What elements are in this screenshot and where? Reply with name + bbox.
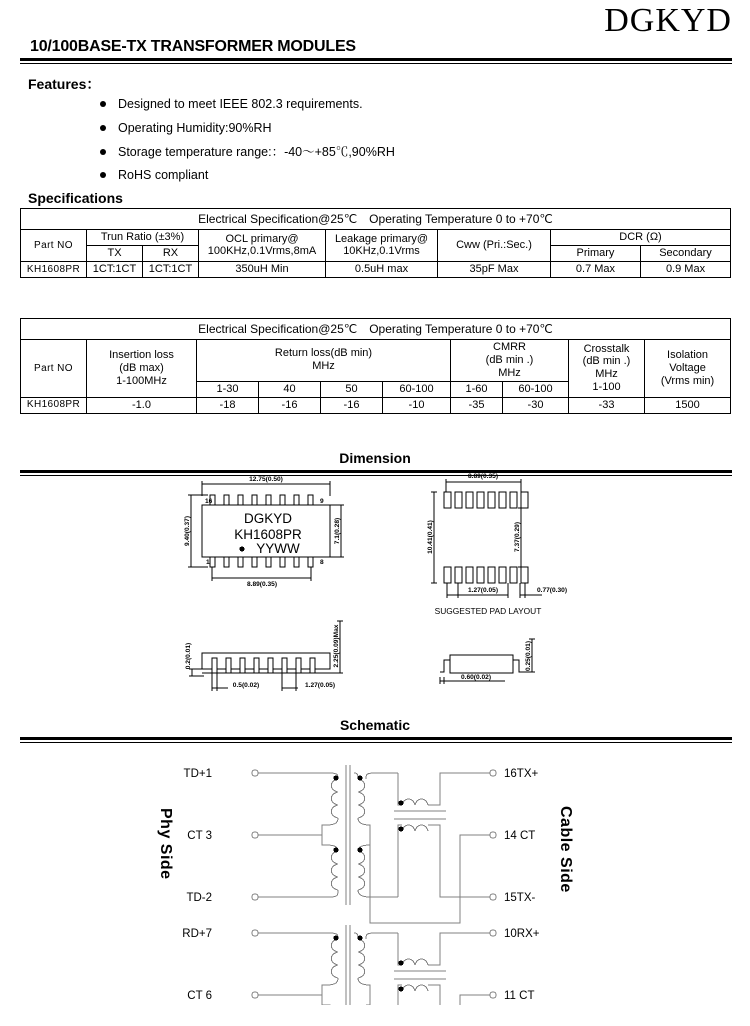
features-list xyxy=(100,98,395,193)
table-row xyxy=(21,261,731,277)
col-header-crosstalk xyxy=(569,340,645,398)
pad-layout-caption: SUGGESTED PAD LAYOUT xyxy=(434,606,542,616)
col-header-tx: TX xyxy=(87,245,143,261)
col-header-secondary: Secondary xyxy=(641,245,731,261)
schematic-drawing xyxy=(150,745,610,1005)
dimension-section-title: Dimension xyxy=(339,450,411,466)
isolation-line1: Isolation xyxy=(667,348,709,361)
schematic-divider xyxy=(20,737,732,743)
return-line2: MHz xyxy=(312,360,335,373)
pin-number-1: 1 xyxy=(206,559,210,566)
pin-label-10rx-plus: 10RX+ xyxy=(504,928,540,940)
pin-label-14-ct: 14 CT xyxy=(504,830,536,842)
bullet-icon xyxy=(100,125,106,131)
pin-number-16: 16 xyxy=(205,498,213,505)
electrical-spec-table-1 xyxy=(20,208,731,278)
table2-banner: Electrical Specification@25℃ Operating Temperature 0 to +70℃ xyxy=(21,319,731,340)
terminal-16tx-plus xyxy=(490,770,496,776)
bullet-icon xyxy=(100,172,106,178)
isolation-line3: (Vrms min) xyxy=(660,374,715,387)
terminal-ct-3 xyxy=(252,832,258,838)
phy-side-label: Phy Side xyxy=(157,808,174,880)
cell-tx: 1CT:1CT xyxy=(87,261,143,277)
col-header-cmrr xyxy=(451,340,569,382)
leakage-line2: 10KHz,0.1Vrms xyxy=(343,245,420,258)
dim-body-width: 8.89(0.35) xyxy=(246,581,278,588)
feature-item xyxy=(100,122,395,136)
marking-line-3: YYWW xyxy=(256,541,300,556)
page-title: 10/100BASE-TX TRANSFORMER MODULES xyxy=(30,38,356,55)
return-line1: Return loss(dB min) xyxy=(274,347,373,360)
ocl-line2: 100KHz,0.1Vrms,8mA xyxy=(207,245,317,258)
feature-text: Storage temperature range:：-40～+85℃,90%RH xyxy=(118,144,395,159)
feature-item xyxy=(100,98,395,112)
cell-insertion-loss: -1.0 xyxy=(87,397,197,413)
pin-label-15tx-minus: 15TX- xyxy=(504,892,536,904)
col-header-cm-1-60: 1-60 xyxy=(451,381,503,397)
specifications-heading: Specifications xyxy=(28,190,123,206)
pad-dim-outer-height: 10.41(0.41) xyxy=(427,520,434,554)
terminal-10rx-plus xyxy=(490,930,496,936)
cell-rl-1-30: -18 xyxy=(197,397,259,413)
cell-ocl: 350uH Min xyxy=(199,261,326,277)
schematic-bottom-network xyxy=(182,925,540,1005)
crosstalk-line1: Crosstalk xyxy=(583,342,630,355)
table1-banner: Electrical Specification@25℃ Operating Temperature 0 to +70℃ xyxy=(21,209,731,230)
cell-leakage: 0.5uH max xyxy=(326,261,438,277)
marking-line-1: DGKYD xyxy=(243,511,293,526)
suggested-pad-layout-drawing xyxy=(420,462,635,622)
pin-number-9: 9 xyxy=(320,498,324,505)
col-header-rl-1-30: 1-30 xyxy=(197,381,259,397)
pad-dim-pad-width: 0.77(0.30) xyxy=(536,587,568,594)
pin-number-8: 8 xyxy=(320,559,324,566)
pad-row-bottom xyxy=(444,567,528,583)
side-dim-height: 2.25(0.09)Max xyxy=(333,624,340,668)
cell-rl-60-100: -10 xyxy=(383,397,451,413)
col-header-primary: Primary xyxy=(551,245,641,261)
pin-label-16tx-plus: 16TX+ xyxy=(504,768,539,780)
table-row xyxy=(21,397,731,413)
terminal-ct-6 xyxy=(252,992,258,998)
company-logo: DGKYD xyxy=(604,2,732,39)
pin-label-11-ct: 11 CT xyxy=(504,990,535,1002)
pad-dim-width: 8.89(0.35) xyxy=(467,473,499,480)
marking-line-2: KH1608PR xyxy=(234,527,302,542)
insertion-line1: Insertion loss xyxy=(109,348,174,361)
cell-part-no-2: KH1608PR xyxy=(21,397,87,413)
cable-side-label: Cable Side xyxy=(557,806,574,893)
col-header-leakage xyxy=(326,230,438,262)
cell-secondary: 0.9 Max xyxy=(641,261,731,277)
col-header-insertion-loss xyxy=(87,340,197,398)
col-header-part-no-2: Part NO xyxy=(21,340,87,398)
cell-rl-50: -16 xyxy=(321,397,383,413)
crosstalk-line2: (dB min .) xyxy=(582,355,631,368)
cell-cm-1-60: -35 xyxy=(451,397,503,413)
feature-text: Designed to meet IEEE 802.3 requirements. xyxy=(118,97,363,111)
pad-dim-pitch: 1.27(0.05) xyxy=(467,587,499,594)
col-header-cm-60-100: 60-100 xyxy=(503,381,569,397)
feature-item xyxy=(100,169,395,183)
leakage-line1: Leakage primary@ xyxy=(334,232,429,245)
end-dim-height: 0.25(0.01) xyxy=(525,640,532,672)
pin-label-ct-6: CT 6 xyxy=(187,990,212,1002)
package-top-view-drawing xyxy=(180,474,395,589)
dim-body-height: 7.1(0.28) xyxy=(334,517,341,545)
cell-cww: 35pF Max xyxy=(438,261,551,277)
cell-cm-60-100: -30 xyxy=(503,397,569,413)
package-end-view-drawing xyxy=(420,625,635,695)
col-header-rl-40: 40 xyxy=(259,381,321,397)
pad-dim-inner-height: 7.37(0.29) xyxy=(514,521,521,553)
insertion-line2: (dB max) xyxy=(119,361,164,374)
schematic-top-network xyxy=(184,765,539,923)
features-heading: Features： xyxy=(28,76,101,92)
col-header-rl-50: 50 xyxy=(321,381,383,397)
isolation-line2: Voltage xyxy=(669,361,706,374)
pin-label-ct-3: CT 3 xyxy=(187,830,212,842)
col-header-dcr: DCR (Ω) xyxy=(551,230,731,246)
cell-rl-40: -16 xyxy=(259,397,321,413)
feature-text: Operating Humidity:90%RH xyxy=(118,120,272,135)
electrical-spec-table-2 xyxy=(20,318,731,414)
schematic-section-title: Schematic xyxy=(339,717,411,733)
pin-label-td-plus-1: TD+1 xyxy=(183,768,212,780)
terminal-rd-plus-7 xyxy=(252,930,258,936)
dim-overall-height: 9.40(0.37) xyxy=(184,515,191,547)
bullet-icon xyxy=(100,101,106,107)
side-dim-lead: 0.2(0.01) xyxy=(185,642,192,670)
top-pin-row xyxy=(210,495,313,506)
col-header-part-no: Part NO xyxy=(21,230,87,262)
cmrr-line1: CMRR xyxy=(493,341,526,353)
insertion-line3: 1-100MHz xyxy=(116,374,167,387)
col-header-rx: RX xyxy=(143,245,199,261)
terminal-14-ct xyxy=(490,832,496,838)
cell-isolation: 1500 xyxy=(645,397,731,413)
cell-rx: 1CT:1CT xyxy=(143,261,199,277)
cell-crosstalk: -33 xyxy=(569,397,645,413)
crosstalk-line4: 1-100 xyxy=(592,381,621,394)
col-header-turn-ratio: Trun Ratio (±3%) xyxy=(87,230,199,246)
cell-primary: 0.7 Max xyxy=(551,261,641,277)
terminal-11-ct xyxy=(490,992,496,998)
bullet-icon xyxy=(100,149,106,155)
bottom-pin-row xyxy=(210,556,313,567)
pad-row-top xyxy=(444,492,528,508)
package-side-view-drawing xyxy=(180,618,395,698)
col-header-return-loss xyxy=(197,340,451,382)
ocl-line1: OCL primary@ xyxy=(225,232,299,245)
side-dim-pitch: 1.27(0.05) xyxy=(304,682,336,689)
col-header-isolation xyxy=(645,340,731,398)
side-dim-foot: 0.5(0.02) xyxy=(232,682,260,689)
terminal-15tx-minus xyxy=(490,894,496,900)
cell-part-no: KH1608PR xyxy=(21,261,87,277)
crosstalk-line3: MHz xyxy=(595,368,618,381)
feature-item xyxy=(100,146,395,160)
terminal-td-plus-1 xyxy=(252,770,258,776)
end-dim-width: 0.60(0.02) xyxy=(460,674,492,681)
pin-label-rd-plus-7: RD+7 xyxy=(182,928,212,940)
col-header-rl-60-100: 60-100 xyxy=(383,381,451,397)
terminal-td-2 xyxy=(252,894,258,900)
header-divider xyxy=(20,58,732,64)
cmrr-line3: MHz xyxy=(498,366,521,379)
pin-label-td-2: TD-2 xyxy=(186,892,212,904)
cmrr-line2: (dB min .) xyxy=(485,353,534,366)
col-header-cww: Cww (Pri.:Sec.) xyxy=(438,230,551,262)
feature-text: RoHS compliant xyxy=(118,168,209,183)
dim-top-width: 12.75(0.50) xyxy=(249,476,283,483)
col-header-ocl xyxy=(199,230,326,262)
pin1-dot-marker xyxy=(239,546,244,551)
